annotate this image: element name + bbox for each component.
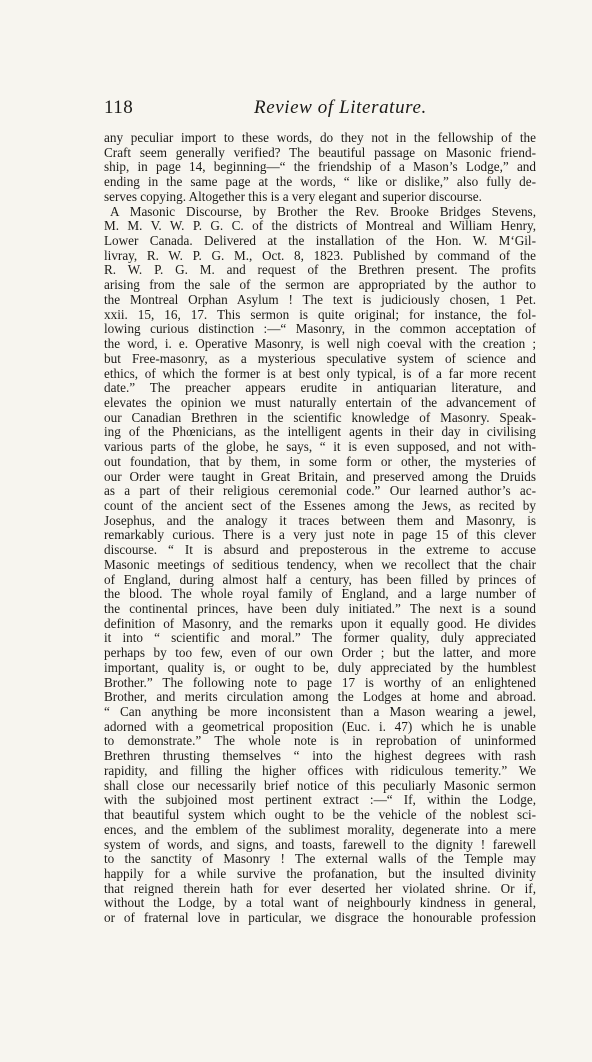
text-line: Lower Canada. Delivered at the installation of the Hon. W. M‘Gil- — [104, 234, 536, 249]
page-number: 118 — [104, 97, 134, 118]
text-line: remarkably curious. There is a very just note in page 15 of this clever — [104, 528, 536, 543]
text-line: Josephus, and the analogy it traces between them and Masonry, is — [104, 513, 536, 528]
text-line: but Free-masonry, as a mysterious speculative system of science and — [104, 351, 536, 366]
text-line: Brother.” The following note to page 17 is worthy of an enlightened — [104, 675, 536, 690]
text-line: discourse. “ It is absurd and preposterous in the extreme to accuse — [104, 543, 536, 558]
text-line: serves copying. Altogether this is a very elegant and superior discourse. — [104, 189, 482, 204]
text-line: ship, in page 14, beginning—“ the friendship of a Mason’s Lodge,” and — [104, 160, 536, 175]
text-line: A Masonic Discourse, by Brother the Rev. Brooke Bridges Stevens, — [110, 204, 536, 219]
text-line: that beautiful system which ought to be the vehicle of the noblest sci- — [104, 808, 536, 823]
text-line: xxii. 15, 16, 17. This sermon is quite original; for instance, the fol- — [104, 307, 536, 322]
text-line: to demonstrate.” The whole note is in reprobation of uninformed — [104, 734, 536, 749]
text-line: Brethren thrusting themselves “ into the highest degrees with rash — [104, 749, 536, 764]
text-line: ending in the same page at the words, “ like or dislike,” also fully de- — [104, 175, 536, 190]
text-line: lowing curious distinction :—“ Masonry, in the common acceptation of — [104, 322, 536, 337]
text-line: the word, i. e. Operative Masonry, is well nigh coeval with the creation ; — [104, 337, 536, 352]
text-line: adorned with a geometrical proposition (Euc. i. 47) which he is unable — [104, 719, 536, 734]
text-line: the Montreal Orphan Asylum ! The text is judiciously chosen, 1 Pet. — [104, 292, 536, 307]
text-line: R. W. P. G. M. and request of the Brethren present. The profits — [104, 263, 536, 278]
text-line: definition of Masonry, and the remarks upon it equally good. He divides — [104, 616, 536, 631]
text-line: various parts of the globe, he says, “ it is even supposed, and not with- — [104, 440, 536, 455]
text-line: arising from the sale of the sermon are appropriated by the author to — [104, 278, 536, 293]
text-line: Masonic meetings of seditious tendency, when we recollect that the chair — [104, 557, 536, 572]
text-line: M. M. V. W. P. G. C. of the districts of Montreal and William Henry, — [104, 219, 536, 234]
text-line: elevates the opinion we must naturally entertain of the advancement of — [104, 395, 536, 410]
text-line: out foundation, that by them, in some form or other, the mysteries of — [104, 454, 536, 469]
text-line: rapidity, and filling the higher offices with ridiculous temerity.” We — [104, 763, 536, 778]
text-line: Brother, and merits circulation among the Lodges at home and abroad. — [104, 690, 536, 705]
body-text — [104, 131, 536, 926]
text-line: shall close our necessarily brief notice of this peculiarly Masonic sermon — [104, 778, 536, 793]
text-line: perhaps by too few, even of our own Order ; but the latter, and more — [104, 646, 536, 661]
text-line: ethics, of which the former is at best only typical, is of a far more recent — [104, 366, 536, 381]
text-line: livray, R. W. P. G. M., Oct. 8, 1823. Published by command of the — [104, 248, 536, 263]
text-line: Craft seem generally verified? The beautiful passage on Masonic friend- — [104, 145, 536, 160]
text-line: with the subjoined most pertinent extract :—“ If, within the Lodge, — [104, 793, 536, 808]
text-line: count of the ancient sect of the Essenes among the Jews, as recited by — [104, 498, 536, 513]
running-title: Review of Literature. — [254, 97, 427, 118]
text-line: important, quality is, or ought to be, duly appreciated by the humblest — [104, 660, 536, 675]
text-line: date.” The preacher appears erudite in antiquarian literature, and — [104, 381, 536, 396]
text-line: the blood. The whole royal family of England, and a large number of — [104, 587, 536, 602]
text-line: ences, and the emblem of the sublimest morality, degenerate into a mere — [104, 822, 536, 837]
text-line: any peculiar import to these words, do they not in the fellowship of the — [104, 131, 536, 145]
text-line: of England, during almost half a century, has been filled by princes of — [104, 572, 536, 587]
text-line: the continental princes, have been duly initiated.” The next is a sound — [104, 602, 536, 616]
page-header — [104, 97, 536, 123]
text-line: our Canadian Brethren in the scientific knowledge of Masonry. Speak- — [104, 410, 536, 425]
text-line: to the sanctity of Masonry ! The external walls of the Temple may — [104, 852, 536, 867]
text-line: our Order were taught in Great Britain, and preserved among the Druids — [104, 469, 536, 484]
text-line: or of fraternal love in particular, we disgrace the honourable profession — [104, 911, 536, 926]
text-line: ing of the Phœnicians, as the intelligent agents in their day in civilising — [104, 425, 536, 440]
text-line: as a part of their religious ceremonial code.” Our learned author’s ac- — [104, 484, 536, 499]
text-line: that reigned therein hath for ever deserted her violated shrine. Or if, — [104, 881, 536, 896]
text-line: it into “ scientific and moral.” The former quality, duly appreciated — [104, 631, 536, 646]
text-line: without the Lodge, by a total want of neighbourly kindness in general, — [104, 896, 536, 911]
text-line: “ Can anything be more inconsistent than a Mason wearing a jewel, — [104, 705, 536, 720]
text-line: system of words, and signs, and toasts, farewell to the dignity ! farewell — [104, 837, 536, 852]
text-line: happily for a while survive the profanation, but the insulted divinity — [104, 866, 536, 881]
